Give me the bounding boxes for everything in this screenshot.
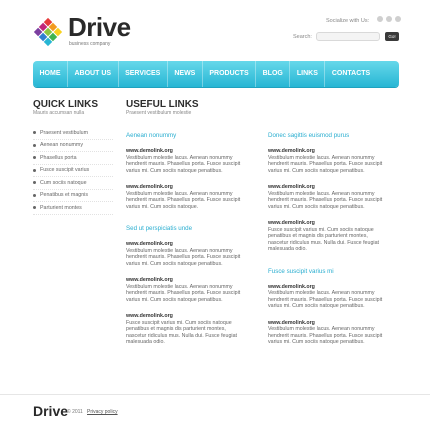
quick-link-item[interactable] xyxy=(33,152,113,165)
quick-link-label: Cum sociis natoque xyxy=(40,179,87,186)
entry-link[interactable]: www.demolink.org xyxy=(126,241,173,247)
quick-links-list xyxy=(33,127,113,215)
link-entry xyxy=(268,184,386,210)
bullet-icon xyxy=(33,131,36,134)
nav-item-about-us[interactable]: ABOUT US xyxy=(68,61,119,87)
link-entry xyxy=(268,220,386,253)
logo-title[interactable]: Drive xyxy=(68,12,131,42)
entry-text: Vestibulum molestie lacus. Aenean nonummy hendrerit mauris. Phasellus porta. Fusce suscipit varius mi. Cum sociis natoque. xyxy=(126,190,241,210)
bullet-icon xyxy=(33,206,36,209)
link-entry xyxy=(126,241,244,267)
bullet-icon xyxy=(33,144,36,147)
sidebar-title: QUICK LINKS xyxy=(33,99,98,110)
section-title[interactable]: Donec sagittis euismod purus xyxy=(268,132,350,139)
logo-subtitle: business company xyxy=(69,41,111,47)
nav-item-blog[interactable]: BLOG xyxy=(256,61,290,87)
facebook-icon[interactable] xyxy=(386,16,392,22)
bullet-icon xyxy=(33,181,36,184)
entry-text: Vestibulum molestie lacus. Aenean nonummy hendrerit mauris. Phasellus porta. Fusce suscipit varius mi. Cum sociis natoque penatibus. xyxy=(126,283,241,303)
entry-text: Vestibulum molestie lacus. Aenean nonummy hendrerit mauris. Phasellus porta. Fusce suscipit varius mi. Cum sociis natoque penatibus. xyxy=(126,247,241,267)
footer-logo[interactable]: Drive xyxy=(33,403,69,419)
nav-item-links[interactable]: LINKS xyxy=(290,61,325,87)
entry-link[interactable]: www.demolink.org xyxy=(126,313,173,319)
nav-item-contacts[interactable]: CONTACTS xyxy=(331,70,371,77)
main-subtitle: Praesent vestibulum molestie xyxy=(126,110,192,116)
entry-link[interactable]: www.demolink.org xyxy=(268,184,315,190)
link-entry xyxy=(268,148,386,174)
section-title[interactable]: Fusce suscipit varius mi xyxy=(268,267,334,275)
entry-link[interactable]: www.demolink.org xyxy=(268,283,315,290)
quick-link-label: Fusce suscipit varius xyxy=(40,167,90,174)
entry-link[interactable]: www.demolink.org xyxy=(268,319,315,326)
search-input[interactable] xyxy=(316,32,380,41)
nav-item-services[interactable]: SERVICES xyxy=(119,61,168,87)
social-label: Socialize with Us: xyxy=(326,18,370,24)
entry-text: Fusce suscipit varius mi. Cum sociis natoque penatibus et magnis dis parturient montes, nascetur ridiculus mus. Nulla dui. Fusce feugiat malesuada odio. xyxy=(268,226,379,252)
footer-copyright: © 2011 xyxy=(67,409,83,415)
section-title[interactable]: Sed ut perspiciatis unde xyxy=(126,225,193,232)
main-title: USEFUL LINKS xyxy=(126,99,199,110)
entry-link[interactable]: www.demolink.org xyxy=(268,220,315,226)
link-entry xyxy=(268,284,386,310)
quick-link-item[interactable] xyxy=(33,165,113,178)
quick-link-item[interactable] xyxy=(33,190,113,203)
link-entry xyxy=(126,148,244,174)
quick-link-item[interactable] xyxy=(33,127,113,140)
quick-link-item[interactable] xyxy=(33,202,113,215)
entry-text: Vestibulum molestie lacus. Aenean nonummy hendrerit mauris. Phasellus porta. Fusce suscipit varius mi. Cum sociis natoque penatibus. xyxy=(126,154,241,174)
link-entry xyxy=(126,313,244,346)
links-column-right xyxy=(268,131,386,356)
quick-link-label: Penatibus et magnis xyxy=(40,192,88,199)
entry-text: Vestibulum molestie lacus. Aenean nonummy hendrerit mauris. Phasellus porta. Fusce suscipit varius mi. Cum sociis natoque penatibus. xyxy=(268,326,383,345)
entry-link[interactable]: www.demolink.org xyxy=(126,148,173,154)
footer-divider xyxy=(0,394,430,395)
entry-text: Vestibulum molestie lacus. Aenean nonummy hendrerit mauris. Phasellus porta. Fusce suscipit varius mi. Cum sociis natoque penatibus. xyxy=(268,154,383,174)
quick-link-label: Praesent vestibulum xyxy=(40,129,88,136)
nav-item-home[interactable]: HOME xyxy=(33,61,68,87)
rss-icon[interactable] xyxy=(395,16,401,22)
quick-link-label: Phasellus porta xyxy=(40,154,77,161)
entry-link[interactable]: www.demolink.org xyxy=(126,277,173,283)
nav-item-news[interactable]: NEWS xyxy=(168,61,203,87)
twitter-icon[interactable] xyxy=(377,16,383,22)
links-column-left xyxy=(126,131,244,356)
bullet-icon xyxy=(33,169,36,172)
quick-link-item[interactable] xyxy=(33,140,113,153)
nav-item-products[interactable]: PRODUCTS xyxy=(203,61,256,87)
bullet-icon xyxy=(33,156,36,159)
privacy-policy-link[interactable]: Privacy policy xyxy=(87,409,118,415)
entry-text: Fusce suscipit varius mi. Cum sociis natoque penatibus et magnis dis parturient montes, nascetur ridiculus mus. Nulla dui. Fusce feugiat malesuada odio. xyxy=(126,319,237,345)
social-icons xyxy=(377,16,401,22)
entry-link[interactable]: www.demolink.org xyxy=(268,148,315,154)
quick-link-item[interactable] xyxy=(33,177,113,190)
section-title[interactable]: Aenean nonummy xyxy=(126,132,177,139)
main-nav xyxy=(33,61,399,87)
link-entry xyxy=(268,320,386,346)
quick-link-label: Aenean nonummy xyxy=(40,142,83,149)
entry-text: Vestibulum molestie lacus. Aenean nonummy hendrerit mauris. Phasellus porta. Fusce suscipit varius mi. Cum sociis natoque penatibus. xyxy=(268,290,383,309)
sidebar-subtitle: Mauris accumsan nulla xyxy=(33,110,85,116)
search-label: Search: xyxy=(293,34,312,40)
quick-link-label: Parturient montes xyxy=(40,204,82,211)
logo-mark-icon[interactable] xyxy=(33,17,63,47)
bullet-icon xyxy=(33,194,36,197)
entry-link[interactable]: www.demolink.org xyxy=(126,184,173,190)
link-entry xyxy=(126,277,244,303)
link-entry xyxy=(126,184,244,210)
search-button[interactable]: Go! xyxy=(385,32,399,41)
entry-text: Vestibulum molestie lacus. Aenean nonummy hendrerit mauris. Phasellus porta. Fusce suscipit varius mi. Cum sociis natoque penatibus. xyxy=(268,190,383,210)
